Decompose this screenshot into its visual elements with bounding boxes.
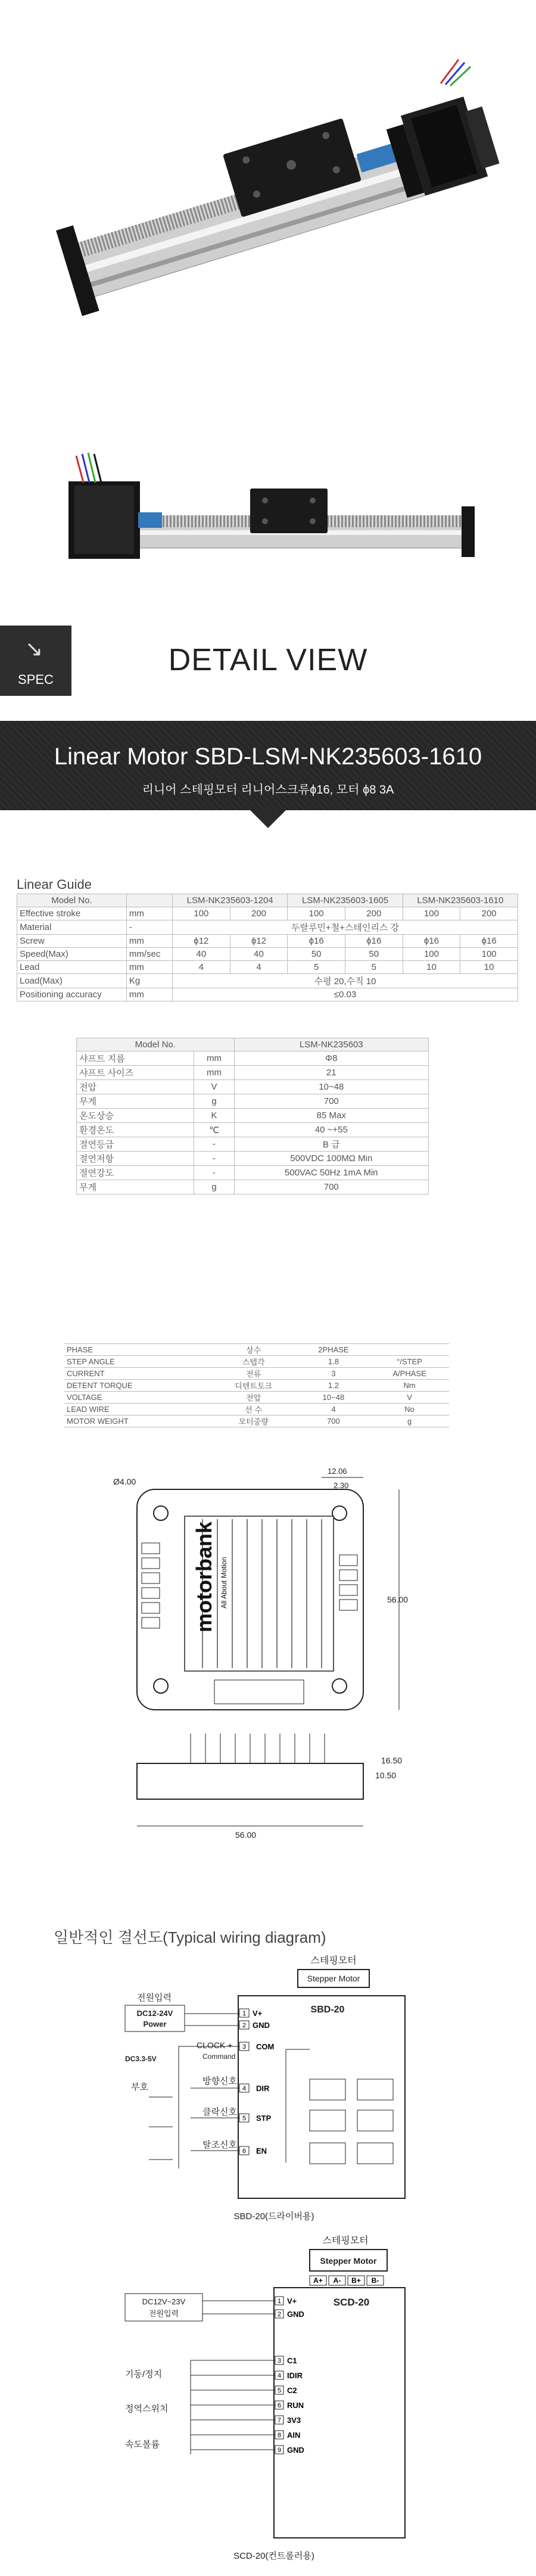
command-label: Command	[202, 2052, 236, 2061]
stp-label: STP	[256, 2114, 272, 2123]
pin-number: 1	[277, 2298, 282, 2305]
cell: 50	[345, 948, 403, 961]
cell: 200	[345, 907, 403, 920]
pin-number: 9	[277, 2447, 282, 2454]
cell: 40 ~+55	[234, 1123, 428, 1137]
header-cell: LSM-NK235603-1605	[288, 894, 403, 907]
cell: VOLTAGE	[64, 1392, 210, 1404]
cell: °/STEP	[370, 1356, 449, 1368]
table-row	[17, 948, 518, 961]
cell: 5	[345, 961, 403, 974]
dim-hole: Ø4.00	[113, 1477, 136, 1486]
cell: 샤프트 지름	[77, 1051, 194, 1066]
table-row	[77, 1080, 429, 1094]
cell: Screw	[17, 935, 127, 948]
cell: V	[194, 1080, 234, 1094]
cell: mm	[126, 961, 172, 974]
power-voltage: DC12V~23V	[142, 2297, 186, 2306]
brand-tagline: All About Motion	[220, 1557, 228, 1609]
cell: MOTOR WEIGHT	[64, 1415, 210, 1427]
vplus-label: V+	[253, 2009, 263, 2018]
pin-c1: C1	[287, 2356, 297, 2365]
signal-clock: 클락신호	[202, 2107, 237, 2117]
table-row	[17, 920, 518, 935]
power-word: Power	[143, 2020, 167, 2029]
logic-voltage: DC3.3-5V	[125, 2055, 157, 2063]
cell: mm/sec	[126, 948, 172, 961]
cell: g	[194, 1094, 234, 1109]
linear-actuator-photo-2	[0, 417, 536, 584]
cell: 2PHASE	[297, 1344, 370, 1356]
driver-dimension-drawing	[89, 1454, 447, 1871]
cell: 40	[173, 948, 230, 961]
dim-top-1: 12.06	[328, 1467, 347, 1476]
motor-label: 스테핑모터	[322, 2236, 369, 2246]
cell: LEAD WIRE	[64, 1404, 210, 1415]
pin-number: 3	[242, 2043, 247, 2051]
dim-height-1: 16.50	[381, 1756, 403, 1765]
cell: mm	[126, 988, 172, 1001]
product-photo-top	[0, 12, 536, 346]
cell: ≤0.03	[173, 988, 518, 1001]
cell: 50	[288, 948, 345, 961]
wiring-title: 일반적인 결선도(Typical wiring diagram)	[54, 1928, 326, 1946]
cell: -	[194, 1152, 234, 1166]
cell: 샤프트 사이즈	[77, 1066, 194, 1080]
cell: 환경온도	[77, 1123, 194, 1137]
detail-view-title: DETAIL VIEW	[168, 643, 368, 677]
side-fins	[191, 1734, 325, 1763]
cell: 100	[403, 948, 460, 961]
cell: CURRENT	[64, 1368, 210, 1380]
pin-3v3: 3V3	[287, 2416, 301, 2425]
driver-side-view	[137, 1763, 363, 1799]
cell: 200	[230, 907, 288, 920]
table-header-row	[77, 1038, 429, 1051]
diagram-caption: SCD-20(컨트롤러용)	[233, 2551, 314, 2561]
table-row	[17, 935, 518, 948]
pin-c2: C2	[287, 2386, 297, 2395]
cell: ϕ16	[460, 935, 518, 948]
cell: 100	[403, 907, 460, 920]
cell: ϕ12	[230, 935, 288, 948]
header-cell: Model No.	[77, 1038, 235, 1051]
cell: 200	[460, 907, 518, 920]
diagram-caption: SBD-20(드라이버용)	[233, 2211, 314, 2222]
motor-label: 스테핑모터	[310, 1956, 357, 1966]
power-label: 전원입력	[148, 2309, 179, 2318]
cell: V	[370, 1392, 449, 1404]
cell: No	[370, 1404, 449, 1415]
pin-number: 4	[242, 2085, 247, 2092]
cell: 온도상승	[77, 1109, 194, 1123]
cell: 선 수	[210, 1404, 297, 1415]
controller-box	[274, 2288, 405, 2538]
wiring-diagram-sbd20	[113, 1942, 435, 2228]
product-subtitle: 리니어 스테핑모터 리니어스크류ϕ16, 모터 ϕ8 3A	[142, 783, 394, 797]
table-header-row	[17, 894, 518, 907]
phase-a-plus: A+	[313, 2276, 323, 2285]
cell: 700	[234, 1094, 428, 1109]
cell: 5	[288, 961, 345, 974]
table-row	[64, 1368, 449, 1380]
cell: 100	[173, 907, 230, 920]
table-row	[17, 988, 518, 1001]
cell: 스텝각	[210, 1356, 297, 1368]
product-photo-side	[0, 417, 536, 584]
dim-top-2: 2.30	[334, 1481, 349, 1490]
table-row	[17, 907, 518, 920]
phase-b-minus: B-	[371, 2276, 379, 2285]
cell: A/PHASE	[370, 1368, 449, 1380]
cell: Positioning accuracy	[17, 988, 127, 1001]
pin-number: 3	[277, 2357, 282, 2365]
cell: -	[126, 920, 172, 935]
cell: 절연등급	[77, 1137, 194, 1152]
cell: STEP ANGLE	[64, 1356, 210, 1368]
pin-number: 6	[277, 2402, 282, 2409]
cell: 디텐트토크	[210, 1380, 297, 1392]
dir-label: DIR	[256, 2084, 270, 2093]
cell	[370, 1344, 449, 1356]
pin-run: RUN	[287, 2401, 304, 2410]
table-row	[17, 961, 518, 974]
cell: 700	[297, 1415, 370, 1427]
cell: 4	[297, 1404, 370, 1415]
motor-box-label: Stepper Motor	[307, 1974, 360, 1983]
cell: 21	[234, 1066, 428, 1080]
header-cell: LSM-NK235603-1204	[173, 894, 288, 907]
cell: 전압	[77, 1080, 194, 1094]
direction-switch-label: 정역스위치	[125, 2404, 169, 2414]
cell: Effective stroke	[17, 907, 127, 920]
cell: 모터중량	[210, 1415, 297, 1427]
gnd-label: GND	[287, 2310, 304, 2319]
banner-notch	[250, 810, 286, 828]
dim-height-2: 10.50	[375, 1771, 397, 1780]
table-row	[77, 1137, 429, 1152]
dim-side: 56.00	[387, 1595, 409, 1604]
table-row	[17, 974, 518, 988]
cell: 1.8	[297, 1356, 370, 1368]
cell: 3	[297, 1368, 370, 1380]
clock-label: CLOCK +	[197, 2040, 233, 2050]
cell: K	[194, 1109, 234, 1123]
controller-name: SCD-20	[333, 2297, 370, 2308]
speed-volume-label: 속도볼륨	[125, 2440, 160, 2450]
table-row	[64, 1344, 449, 1356]
cell: 전류	[210, 1368, 297, 1380]
cell: Speed(Max)	[17, 948, 127, 961]
power-voltage: DC12-24V	[136, 2009, 173, 2018]
cell: 10~48	[234, 1080, 428, 1094]
cell: 수평 20,수직 10	[173, 974, 518, 988]
table-row	[77, 1051, 429, 1066]
cell: ϕ12	[173, 935, 230, 948]
wiring-diagram-scd20	[113, 2222, 435, 2568]
stepper-spec-table	[64, 1343, 449, 1427]
cell: 10	[460, 961, 518, 974]
cell: 4	[230, 961, 288, 974]
table-row	[64, 1415, 449, 1427]
cell: 두랄루민+철+스테인리스 강	[173, 920, 518, 935]
start-stop-label: 기동/정지	[125, 2369, 163, 2379]
cell: mm	[126, 935, 172, 948]
signal-direction: 방향신호	[202, 2076, 237, 2086]
cell: 무게	[77, 1180, 194, 1194]
pin-number: 7	[277, 2417, 282, 2424]
cell: Kg	[126, 974, 172, 988]
cell: PHASE	[64, 1344, 210, 1356]
cell: 500VDC 100MΩ Min	[234, 1152, 428, 1166]
cell: g	[370, 1415, 449, 1427]
spec-label: SPEC	[18, 672, 54, 687]
cell: mm	[126, 907, 172, 920]
pin-number: 5	[242, 2115, 247, 2122]
cell: 100	[460, 948, 518, 961]
en-label: EN	[256, 2146, 267, 2155]
pin-ain: AIN	[287, 2431, 301, 2440]
cell: 500VAC 50Hz 1mA Min	[234, 1166, 428, 1180]
pin-number: 2	[277, 2311, 282, 2318]
cell: Φ8	[234, 1051, 428, 1066]
cell: mm	[194, 1051, 234, 1066]
cell: Load(Max)	[17, 974, 127, 988]
table-row	[77, 1180, 429, 1194]
pin-number: 8	[277, 2432, 282, 2439]
cell: 무게	[77, 1094, 194, 1109]
cell: 4	[173, 961, 230, 974]
linear-guide-table	[17, 894, 518, 1001]
phase-a-minus: A-	[333, 2276, 341, 2285]
header-cell: LSM-NK235603-1610	[403, 894, 518, 907]
pin-gnd: GND	[287, 2446, 304, 2454]
cell: 10~48	[297, 1392, 370, 1404]
cell: -	[194, 1137, 234, 1152]
table-row	[77, 1123, 429, 1137]
cell: B 급	[234, 1137, 428, 1152]
arrow-down-right-icon: ↘	[25, 636, 43, 661]
table-row	[64, 1356, 449, 1368]
table-row	[64, 1404, 449, 1415]
cell: 100	[288, 907, 345, 920]
cell: g	[194, 1180, 234, 1194]
pin-idir: IDIR	[287, 2371, 303, 2380]
cell: 10	[403, 961, 460, 974]
com-label: COM	[256, 2042, 275, 2051]
cell: Material	[17, 920, 127, 935]
cell: ϕ16	[288, 935, 345, 948]
cell: ℃	[194, 1123, 234, 1137]
header-cell	[126, 894, 172, 907]
linear-guide-title: Linear Guide	[17, 877, 92, 892]
header-cell: LSM-NK235603	[234, 1038, 428, 1051]
cell: 40	[230, 948, 288, 961]
table-row	[64, 1392, 449, 1404]
pin-number: 1	[242, 2010, 247, 2017]
phase-b-plus: B+	[351, 2276, 361, 2285]
motor-box-label: Stepper Motor	[320, 2256, 377, 2266]
product-banner	[0, 721, 536, 810]
pin-number: 6	[242, 2148, 247, 2155]
gnd-label: GND	[253, 2021, 270, 2030]
cell: 700	[234, 1180, 428, 1194]
cell: Nm	[370, 1380, 449, 1392]
pin-number: 4	[277, 2372, 282, 2379]
cell: 절연저항	[77, 1152, 194, 1166]
cell: 절연강도	[77, 1166, 194, 1180]
table-row	[77, 1066, 429, 1080]
cell: 85 Max	[234, 1109, 428, 1123]
vplus-label: V+	[287, 2297, 297, 2306]
product-title: Linear Motor SBD-LSM-NK235603-1610	[54, 743, 482, 770]
table-row	[77, 1152, 429, 1166]
linear-actuator-photo-1	[0, 12, 536, 346]
cell: 상수	[210, 1344, 297, 1356]
motor-spec-table	[76, 1038, 429, 1194]
table-row	[77, 1094, 429, 1109]
cell: mm	[194, 1066, 234, 1080]
header-cell: Model No.	[17, 894, 127, 907]
table-row	[77, 1166, 429, 1180]
dim-bottom: 56.00	[235, 1830, 257, 1840]
pin-number: 2	[242, 2022, 247, 2029]
cell: Lead	[17, 961, 127, 974]
phase-terminals	[310, 2276, 384, 2285]
cell: ϕ16	[403, 935, 460, 948]
power-label: 전원입력	[137, 1993, 172, 2003]
table-row	[64, 1380, 449, 1392]
table-row	[77, 1109, 429, 1123]
control-wiring	[191, 2360, 275, 2454]
cell: ϕ16	[345, 935, 403, 948]
logic-label: 부호	[131, 2082, 148, 2092]
cell: 전압	[210, 1392, 297, 1404]
pin-number: 5	[277, 2387, 282, 2394]
driver-name: SBD-20	[310, 2005, 345, 2015]
signal-fault: 탈조신호	[202, 2140, 237, 2150]
cell: -	[194, 1166, 234, 1180]
brand-logo: motorbank	[192, 1521, 216, 1632]
cell: 1.2	[297, 1380, 370, 1392]
cell: DETENT TORQUE	[64, 1380, 210, 1392]
